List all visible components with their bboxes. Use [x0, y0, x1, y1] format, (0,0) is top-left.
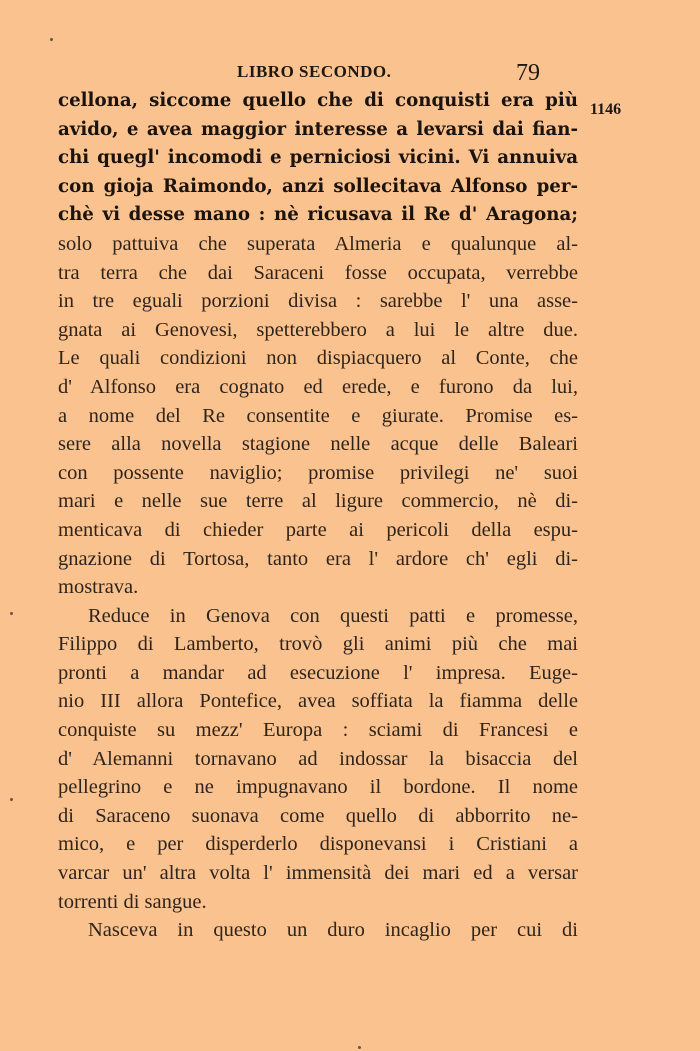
paper-speck — [50, 38, 53, 41]
text-line: chi quegl' incomodi e perniciosi vicini. Vi annuiva — [58, 147, 578, 169]
text-line: Filippo di Lamberto, trovò gli animi più che mai — [58, 633, 578, 656]
text-line: con possente naviglio; promise privilegi ne' suoi — [58, 461, 578, 484]
text-line: di Saraceno suonava come quello di abborrito ne- — [58, 804, 578, 827]
text-line: tra terra che dai Saraceni fosse occupata, verrebbe — [58, 261, 578, 284]
text-line: gnata ai Genovesi, spetterebbero a lui le altre due. — [58, 318, 578, 341]
margin-year-note: 1146 — [590, 101, 622, 118]
text-line: avido, e avea maggior interesse a levarsi dai fian- — [58, 118, 578, 140]
page-number: 79 — [516, 60, 540, 86]
text-line: cellona, siccome quello che di conquisti era più — [58, 90, 578, 111]
text-line: torrenti di sangue. — [58, 890, 207, 913]
text-line: solo pattuiva che superata Almeria e qualunque al- — [58, 232, 578, 255]
text-line: gnazione di Tortosa, tanto era l' ardore ch' egli di- — [58, 547, 578, 570]
running-head: LIBRO SECONDO. — [237, 62, 392, 81]
text-line: sere alla novella stagione nelle acque delle Baleari — [58, 433, 578, 456]
paper-speck — [10, 612, 13, 615]
text-line: nio III allora Pontefice, avea soffiata la fiamma delle — [58, 690, 578, 713]
text-line: Reduce in Genova con questi patti e promesse, — [88, 604, 578, 627]
text-line: pronti a mandar ad esecuzione l' impresa. Euge- — [58, 661, 578, 684]
text-line: Le quali condizioni non dispiacquero al Conte, che — [58, 347, 578, 370]
text-line: Nasceva in questo un duro incaglio per cui di — [88, 919, 578, 942]
text-line: chè vi desse mano : nè ricusava il Re d' Aragona; — [58, 204, 578, 226]
text-line: d' Alfonso era cognato ed erede, e furono da lui, — [58, 375, 578, 398]
text-line: in tre eguali porzioni divisa : sarebbe l' una asse- — [58, 290, 578, 313]
text-line: mostrava. — [58, 576, 139, 599]
text-line: menticava di chieder parte ai pericoli della espu- — [58, 518, 578, 541]
text-line: con gioja Raimondo, anzi sollecitava Alfonso per- — [58, 175, 578, 197]
text-line: pellegrino e ne impugnavano il bordone. Il nome — [58, 776, 578, 799]
text-line: a nome del Re consentite e giurate. Promise es- — [58, 404, 578, 427]
text-line: d' Alemanni tornavano ad indossar la bisaccia del — [58, 747, 578, 770]
paper-speck — [358, 1046, 361, 1049]
text-line: varcar un' altra volta l' immensità dei mari ed a versar — [58, 862, 578, 885]
text-line: mari e nelle sue terre al ligure commercio, nè di- — [58, 490, 578, 513]
paper-speck — [10, 798, 13, 801]
text-line: mico, e per disperderlo disponevansi i Cristiani a — [58, 833, 578, 856]
text-line: conquiste su mezz' Europa : sciami di Francesi e — [58, 719, 578, 742]
text-body — [58, 87, 578, 945]
